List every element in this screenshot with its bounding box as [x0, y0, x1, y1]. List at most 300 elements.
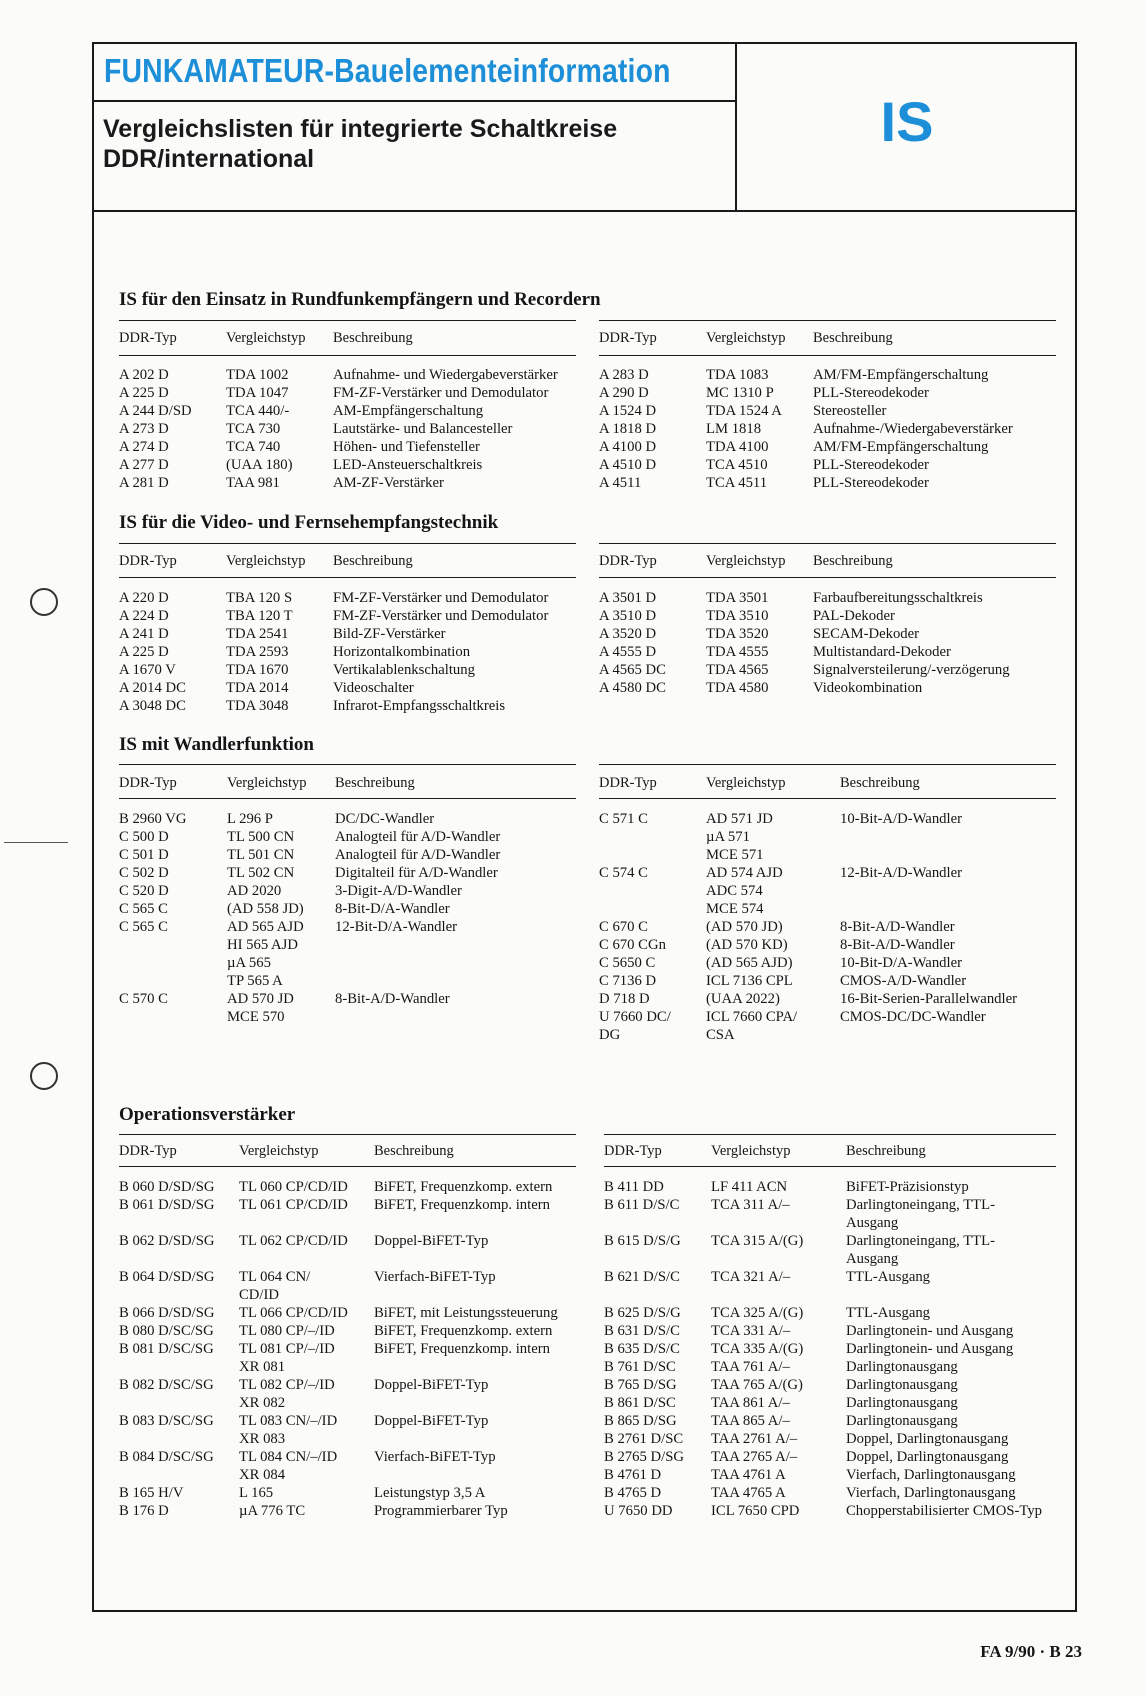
- description-cell: Videoschalter: [333, 680, 414, 696]
- table-row: [94, 420, 1079, 438]
- table-rule-top: [119, 764, 576, 765]
- column-header-ddr: DDR-Typ: [599, 775, 657, 791]
- page-footer: FA 9/90 · B 23: [980, 1642, 1082, 1661]
- description-cell: BiFET, mit Leistungssteuerung: [374, 1305, 558, 1321]
- table-row: [94, 1232, 1079, 1250]
- description-cell: Vierfach, Darlingtonausgang: [846, 1485, 1016, 1501]
- comparison-type-cell: TCA 440/-: [226, 403, 290, 419]
- comparison-type-cell: AD 565 AJD: [227, 919, 304, 935]
- comparison-type-cell: TL 060 CP/CD/ID: [239, 1179, 348, 1195]
- column-header-vgl: Vergleichstyp: [706, 775, 786, 791]
- description-cell: Darlingtonausgang: [846, 1395, 958, 1411]
- ddr-type-cell: A 225 D: [119, 644, 169, 660]
- description-cell: Doppel-BiFET-Typ: [374, 1233, 489, 1249]
- ddr-type-cell: B 064 D/SD/SG: [119, 1269, 215, 1285]
- comparison-type-cell: TDA 3501: [706, 590, 769, 606]
- comparison-type-cell: AD 571 JD: [706, 811, 773, 827]
- table-row: [94, 384, 1079, 402]
- column-header-desc: Beschreibung: [840, 775, 920, 791]
- description-cell: PAL-Dekoder: [813, 608, 895, 624]
- ddr-type-cell: B 060 D/SD/SG: [119, 1179, 215, 1195]
- ddr-type-cell: B 2960 VG: [119, 811, 187, 827]
- comparison-type-cell: TL 501 CN: [227, 847, 295, 863]
- column-header-vgl: Vergleichstyp: [227, 775, 307, 791]
- table-row: [94, 1340, 1079, 1358]
- comparison-type-cell: TBA 120 T: [226, 608, 293, 624]
- description-cell: SECAM-Dekoder: [813, 626, 920, 642]
- comparison-type-cell: (UAA 2022): [706, 991, 780, 1007]
- ddr-type-cell: B 611 D/S/C: [604, 1197, 680, 1213]
- column-header-ddr: DDR-Typ: [599, 553, 657, 569]
- description-cell: AM/FM-Empfängerschaltung: [813, 439, 989, 455]
- ddr-type-cell: A 3048 DC: [119, 698, 186, 714]
- description-cell: Darlingtonein- und Ausgang: [846, 1323, 1014, 1339]
- ddr-type-cell: B 761 D/SC: [604, 1359, 676, 1375]
- comparison-type-cell: TCA 331 A/–: [711, 1323, 791, 1339]
- table-rule-header: [119, 577, 576, 578]
- table-row: [94, 607, 1079, 625]
- comparison-type-cell: CD/ID: [239, 1287, 279, 1303]
- comparison-type-cell: (AD 570 KD): [706, 937, 788, 953]
- ddr-type-cell: A 4511: [599, 475, 642, 491]
- ddr-type-cell: A 290 D: [599, 385, 649, 401]
- section-title: IS für den Einsatz in Rundfunkempfängern und Recordern: [119, 289, 601, 310]
- comparison-type-cell: TCA 4511: [706, 475, 768, 491]
- comparison-type-cell: TL 082 CP/–/ID: [239, 1377, 335, 1393]
- table-row: [94, 1286, 1079, 1304]
- ddr-type-cell: C 565 C: [119, 919, 168, 935]
- table-row: [94, 1412, 1079, 1430]
- description-cell: FM-ZF-Verstärker und Demodulator: [333, 385, 549, 401]
- table-row: [94, 1008, 1079, 1026]
- table-row: [94, 1376, 1079, 1394]
- ddr-type-cell: A 2014 DC: [119, 680, 186, 696]
- comparison-type-cell: TCA 4510: [706, 457, 768, 473]
- comparison-type-cell: TL 064 CN/: [239, 1269, 311, 1285]
- description-cell: 12-Bit-D/A-Wandler: [335, 919, 457, 935]
- table-rule-top: [119, 543, 576, 544]
- comparison-type-cell: TL 500 CN: [227, 829, 295, 845]
- table-row: [94, 1322, 1079, 1340]
- comparison-type-cell: XR 084: [239, 1467, 286, 1483]
- comparison-type-cell: XR 083: [239, 1431, 286, 1447]
- ddr-type-cell: C 501 D: [119, 847, 169, 863]
- description-cell: BiFET, Frequenzkomp. intern: [374, 1341, 550, 1357]
- subtitle-line-2: DDR/international: [103, 145, 315, 173]
- ddr-type-cell: B 066 D/SD/SG: [119, 1305, 215, 1321]
- table-rule-top: [599, 764, 1056, 765]
- column-header-desc: Beschreibung: [813, 330, 893, 346]
- table-rule-top: [119, 1134, 576, 1135]
- table-body-right: [94, 589, 1079, 697]
- description-cell: Darlingtoneingang, TTL-: [846, 1197, 996, 1213]
- description-cell: Vierfach-BiFET-Typ: [374, 1269, 496, 1285]
- ddr-type-cell: A 4555 D: [599, 644, 657, 660]
- ddr-type-cell: A 244 D/SD: [119, 403, 192, 419]
- comparison-type-cell: L 296 P: [227, 811, 273, 827]
- table-body-right: [94, 810, 1079, 1044]
- description-cell: LED-Ansteuerschaltkreis: [333, 457, 483, 473]
- description-cell: Aufnahme-/Wiedergabeverstärker: [813, 421, 1013, 437]
- column-header-ddr: DDR-Typ: [119, 775, 177, 791]
- comparison-type-cell: TCA 321 A/–: [711, 1269, 791, 1285]
- table-row: [94, 643, 1079, 661]
- description-cell: Programmierbarer Typ: [374, 1503, 508, 1519]
- brand-title: FUNKAMATEUR-Bauelementeinformation: [104, 52, 671, 89]
- comparison-type-cell: (AD 565 AJD): [706, 955, 793, 971]
- description-cell: 8-Bit-A/D-Wandler: [840, 937, 955, 953]
- comparison-type-cell: TDA 4565: [706, 662, 769, 678]
- ddr-type-cell: A 4510 D: [599, 457, 657, 473]
- comparison-type-cell: TAA 981: [226, 475, 280, 491]
- comparison-type-cell: TDA 1083: [706, 367, 769, 383]
- ddr-type-cell: B 621 D/S/C: [604, 1269, 680, 1285]
- ddr-type-cell: A 202 D: [119, 367, 169, 383]
- comparison-type-cell: TDA 1670: [226, 662, 289, 678]
- table-row: [94, 828, 1079, 846]
- description-cell: Aufnahme- und Wiedergabeverstärker: [333, 367, 558, 383]
- ddr-type-cell: D 718 D: [599, 991, 650, 1007]
- comparison-type-cell: µA 571: [706, 829, 750, 845]
- ddr-type-cell: B 061 D/SD/SG: [119, 1197, 215, 1213]
- table-row: [94, 366, 1079, 384]
- description-cell: BiFET, Frequenzkomp. intern: [374, 1197, 550, 1213]
- ddr-type-cell: B 635 D/S/C: [604, 1341, 680, 1357]
- description-cell: Doppel, Darlingtonausgang: [846, 1431, 1009, 1447]
- comparison-type-cell: TL 061 CP/CD/ID: [239, 1197, 348, 1213]
- ddr-type-cell: A 281 D: [119, 475, 169, 491]
- comparison-type-cell: TAA 865 A/–: [711, 1413, 790, 1429]
- column-header-vgl: Vergleichstyp: [711, 1143, 791, 1159]
- ddr-type-cell: B 165 H/V: [119, 1485, 184, 1501]
- comparison-type-cell: TDA 4100: [706, 439, 769, 455]
- comparison-type-cell: TAA 861 A/–: [711, 1395, 790, 1411]
- description-cell: TTL-Ausgang: [846, 1305, 931, 1321]
- comparison-type-cell: TDA 3520: [706, 626, 769, 642]
- ddr-type-cell: A 3520 D: [599, 626, 657, 642]
- ddr-type-cell: C 574 C: [599, 865, 648, 881]
- comparison-type-cell: MCE 574: [706, 901, 764, 917]
- column-header-desc: Beschreibung: [374, 1143, 454, 1159]
- table-row: [94, 846, 1079, 864]
- table-rule-header: [604, 1166, 1056, 1167]
- comparison-type-cell: TCA 311 A/–: [711, 1197, 790, 1213]
- table-row: [94, 1430, 1079, 1448]
- ddr-type-cell: DG: [599, 1027, 621, 1043]
- comparison-type-cell: TAA 4765 A: [711, 1485, 786, 1501]
- column-header-desc: Beschreibung: [846, 1143, 926, 1159]
- comparison-type-cell: AD 570 JD: [227, 991, 294, 1007]
- comparison-type-cell: TAA 4761 A: [711, 1467, 786, 1483]
- description-cell: 3-Digit-A/D-Wandler: [335, 883, 462, 899]
- punch-hole-top: [30, 588, 58, 616]
- comparison-type-cell: TDA 3510: [706, 608, 769, 624]
- comparison-type-cell: TDA 2593: [226, 644, 289, 660]
- description-cell: FM-ZF-Verstärker und Demodulator: [333, 590, 549, 606]
- section-title: IS mit Wandlerfunktion: [119, 734, 314, 755]
- ddr-type-cell: B 865 D/SG: [604, 1413, 677, 1429]
- description-cell: Videokombination: [813, 680, 923, 696]
- comparison-type-cell: TBA 120 S: [226, 590, 293, 606]
- ddr-type-cell: A 283 D: [599, 367, 649, 383]
- table-row: [94, 474, 1079, 492]
- table-rule-top: [119, 320, 576, 321]
- comparison-type-cell: CSA: [706, 1027, 735, 1043]
- comparison-type-cell: L 165: [239, 1485, 274, 1501]
- ddr-type-cell: A 225 D: [119, 385, 169, 401]
- description-cell: PLL-Stereodekoder: [813, 475, 929, 491]
- column-header-vgl: Vergleichstyp: [226, 553, 306, 569]
- description-cell: Multistandard-Dekoder: [813, 644, 951, 660]
- table-rule-header: [119, 1166, 576, 1167]
- ddr-type-cell: C 570 C: [119, 991, 168, 1007]
- comparison-type-cell: TL 080 CP/–/ID: [239, 1323, 335, 1339]
- ddr-type-cell: A 1670 V: [119, 662, 176, 678]
- description-cell: BiFET, Frequenzkomp. extern: [374, 1323, 553, 1339]
- ddr-type-cell: B 4761 D: [604, 1467, 662, 1483]
- ddr-type-cell: C 571 C: [599, 811, 648, 827]
- description-cell: Darlingtoneingang, TTL-: [846, 1233, 996, 1249]
- table-row: [94, 1250, 1079, 1268]
- comparison-type-cell: LM 1818: [706, 421, 762, 437]
- table-row: [94, 1358, 1079, 1376]
- description-cell: PLL-Stereodekoder: [813, 385, 929, 401]
- table-row: [94, 936, 1079, 954]
- ddr-type-cell: A 1818 D: [599, 421, 657, 437]
- comparison-type-cell: TDA 4580: [706, 680, 769, 696]
- description-cell: Farbaufbereitungsschaltkreis: [813, 590, 983, 606]
- description-cell: Bild-ZF-Verstärker: [333, 626, 446, 642]
- description-cell: Vierfach, Darlingtonausgang: [846, 1467, 1016, 1483]
- comparison-type-cell: TL 084 CN/–/ID: [239, 1449, 338, 1465]
- column-header-vgl: Vergleichstyp: [239, 1143, 319, 1159]
- comparison-type-cell: TDA 1524 A: [706, 403, 782, 419]
- table-rule-header: [599, 798, 1056, 799]
- ddr-type-cell: A 4565 DC: [599, 662, 666, 678]
- table-row: [94, 918, 1079, 936]
- description-cell: 16-Bit-Serien-Parallelwandler: [840, 991, 1018, 1007]
- comparison-type-cell: (UAA 180): [226, 457, 293, 473]
- description-cell: BiFET-Präzisionstyp: [846, 1179, 969, 1195]
- comparison-type-cell: (AD 558 JD): [227, 901, 304, 917]
- table-row: [94, 900, 1079, 918]
- description-cell: Lautstärke- und Balancesteller: [333, 421, 513, 437]
- description-cell: Analogteil für A/D-Wandler: [335, 829, 501, 845]
- comparison-type-cell: LF 411 ACN: [711, 1179, 788, 1195]
- description-cell: Ausgang: [846, 1215, 899, 1231]
- comparison-type-cell: TL 062 CP/CD/ID: [239, 1233, 348, 1249]
- comparison-type-cell: TAA 2761 A/–: [711, 1431, 798, 1447]
- comparison-type-cell: XR 082: [239, 1395, 286, 1411]
- description-cell: CMOS-A/D-Wandler: [840, 973, 967, 989]
- table-row: [94, 1448, 1079, 1466]
- description-cell: AM/FM-Empfängerschaltung: [813, 367, 989, 383]
- description-cell: 10-Bit-A/D-Wandler: [840, 811, 962, 827]
- ddr-type-cell: B 411 DD: [604, 1179, 664, 1195]
- comparison-type-cell: µA 565: [227, 955, 271, 971]
- comparison-type-cell: TDA 3048: [226, 698, 289, 714]
- ddr-type-cell: A 1524 D: [599, 403, 657, 419]
- section-title: Operationsverstärker: [119, 1104, 296, 1125]
- ddr-type-cell: C 500 D: [119, 829, 169, 845]
- description-cell: 8-Bit-A/D-Wandler: [840, 919, 955, 935]
- ddr-type-cell: B 084 D/SC/SG: [119, 1449, 214, 1465]
- comparison-type-cell: TL 066 CP/CD/ID: [239, 1305, 348, 1321]
- brand-bar: [94, 44, 735, 102]
- table-body-right: [94, 366, 1079, 492]
- description-cell: 10-Bit-D/A-Wandler: [840, 955, 962, 971]
- table-row: [94, 1268, 1079, 1286]
- table-row: [94, 810, 1079, 828]
- comparison-type-cell: TAA 765 A/(G): [711, 1377, 803, 1393]
- column-header-desc: Beschreibung: [335, 775, 415, 791]
- table-row: [94, 456, 1079, 474]
- table-row: [94, 990, 1079, 1008]
- comparison-type-cell: TDA 1002: [226, 367, 289, 383]
- header-title-block: [94, 44, 737, 210]
- comparison-type-cell: TCA 730: [226, 421, 281, 437]
- ddr-type-cell: A 277 D: [119, 457, 169, 473]
- category-badge: IS: [880, 90, 934, 153]
- description-cell: 8-Bit-D/A-Wandler: [335, 901, 450, 917]
- ddr-type-cell: A 3510 D: [599, 608, 657, 624]
- description-cell: 8-Bit-A/D-Wandler: [335, 991, 450, 1007]
- ddr-type-cell: A 4100 D: [599, 439, 657, 455]
- comparison-type-cell: TL 083 CN/–/ID: [239, 1413, 338, 1429]
- table-row: [94, 589, 1079, 607]
- punch-hole-bottom: [30, 1062, 58, 1090]
- comparison-type-cell: MC 1310 P: [706, 385, 774, 401]
- description-cell: Doppel-BiFET-Typ: [374, 1377, 489, 1393]
- table-row: [94, 1214, 1079, 1232]
- ddr-type-cell: C 7136 D: [599, 973, 657, 989]
- description-cell: CMOS-DC/DC-Wandler: [840, 1009, 986, 1025]
- description-cell: Chopperstabilisierter CMOS-Typ: [846, 1503, 1043, 1519]
- column-header-ddr: DDR-Typ: [119, 1143, 177, 1159]
- comparison-type-cell: TCA 325 A/(G): [711, 1305, 804, 1321]
- comparison-type-cell: TP 565 A: [227, 973, 283, 989]
- comparison-type-cell: TAA 2765 A/–: [711, 1449, 798, 1465]
- description-cell: Stereosteller: [813, 403, 887, 419]
- comparison-type-cell: MCE 570: [227, 1009, 285, 1025]
- table-row: [94, 882, 1079, 900]
- table-row: [94, 1026, 1079, 1044]
- table-rule-header: [599, 355, 1056, 356]
- ddr-type-cell: U 7660 DC/: [599, 1009, 671, 1025]
- section-title: IS für die Video- und Fernsehempfangstechnik: [119, 512, 499, 533]
- table-row: [94, 402, 1079, 420]
- ddr-type-cell: A 241 D: [119, 626, 169, 642]
- ddr-type-cell: C 670 C: [599, 919, 648, 935]
- ddr-type-cell: B 631 D/S/C: [604, 1323, 680, 1339]
- comparison-type-cell: XR 081: [239, 1359, 286, 1375]
- ddr-type-cell: C 670 CGn: [599, 937, 666, 953]
- table-rule-top: [599, 543, 1056, 544]
- ddr-type-cell: B 625 D/S/G: [604, 1305, 681, 1321]
- description-cell: Signalversteilerung/-verzögerung: [813, 662, 1010, 678]
- table-row: [94, 954, 1079, 972]
- comparison-type-cell: ICL 7660 CPA/: [706, 1009, 798, 1025]
- ddr-type-cell: C 520 D: [119, 883, 169, 899]
- ddr-type-cell: C 5650 C: [599, 955, 656, 971]
- description-cell: PLL-Stereodekoder: [813, 457, 929, 473]
- comparison-type-cell: ADC 574: [706, 883, 763, 899]
- column-header-vgl: Vergleichstyp: [226, 330, 306, 346]
- comparison-type-cell: TDA 2541: [226, 626, 289, 642]
- ddr-type-cell: A 273 D: [119, 421, 169, 437]
- column-header-ddr: DDR-Typ: [119, 330, 177, 346]
- column-header-ddr: DDR-Typ: [604, 1143, 662, 1159]
- description-cell: Darlingtonausgang: [846, 1413, 958, 1429]
- description-cell: Darlingtonein- und Ausgang: [846, 1341, 1014, 1357]
- description-cell: Infrarot-Empfangsschaltkreis: [333, 698, 506, 714]
- ddr-type-cell: B 081 D/SC/SG: [119, 1341, 214, 1357]
- comparison-type-cell: TL 081 CP/–/ID: [239, 1341, 335, 1357]
- comparison-type-cell: (AD 570 JD): [706, 919, 783, 935]
- table-row: [94, 1484, 1079, 1502]
- subtitle-line-1: Vergleichslisten für integrierte Schaltkreise: [103, 115, 618, 143]
- ddr-type-cell: B 2761 D/SC: [604, 1431, 684, 1447]
- description-cell: Darlingtonausgang: [846, 1359, 958, 1375]
- comparison-type-cell: TAA 761 A/–: [711, 1359, 790, 1375]
- table-rule-header: [119, 798, 576, 799]
- ddr-type-cell: B 615 D/S/G: [604, 1233, 681, 1249]
- description-cell: FM-ZF-Verstärker und Demodulator: [333, 608, 549, 624]
- header: [94, 44, 1075, 212]
- description-cell: TTL-Ausgang: [846, 1269, 931, 1285]
- table-row: [94, 864, 1079, 882]
- column-header-ddr: DDR-Typ: [599, 330, 657, 346]
- comparison-type-cell: TDA 1047: [226, 385, 289, 401]
- column-header-desc: Beschreibung: [333, 553, 413, 569]
- table-rule-top: [604, 1134, 1056, 1135]
- description-cell: Analogteil für A/D-Wandler: [335, 847, 501, 863]
- table-row: [94, 1304, 1079, 1322]
- column-header-ddr: DDR-Typ: [119, 553, 177, 569]
- description-cell: Digitalteil für A/D-Wandler: [335, 865, 498, 881]
- comparison-type-cell: TCA 335 A/(G): [711, 1341, 804, 1357]
- comparison-type-cell: AD 2020: [227, 883, 282, 899]
- column-header-vgl: Vergleichstyp: [706, 553, 786, 569]
- datasheet-frame: [92, 42, 1077, 1612]
- comparison-type-cell: ICL 7650 CPD: [711, 1503, 800, 1519]
- table-row: [94, 661, 1079, 679]
- description-cell: Vertikalablenkschaltung: [333, 662, 475, 678]
- ddr-type-cell: A 4580 DC: [599, 680, 666, 696]
- table-row: [94, 625, 1079, 643]
- comparison-type-cell: µA 776 TC: [239, 1503, 306, 1519]
- comparison-type-cell: TDA 4555: [706, 644, 769, 660]
- description-cell: Leistungstyp 3,5 A: [374, 1485, 486, 1501]
- table-row: [94, 1196, 1079, 1214]
- column-header-desc: Beschreibung: [813, 553, 893, 569]
- description-cell: BiFET, Frequenzkomp. extern: [374, 1179, 553, 1195]
- ddr-type-cell: B 083 D/SC/SG: [119, 1413, 214, 1429]
- table-rule-header: [599, 577, 1056, 578]
- comparison-type-cell: TCA 740: [226, 439, 281, 455]
- ddr-type-cell: B 4765 D: [604, 1485, 662, 1501]
- description-cell: DC/DC-Wandler: [335, 811, 435, 827]
- ddr-type-cell: A 3501 D: [599, 590, 657, 606]
- comparison-type-cell: HI 565 AJD: [227, 937, 298, 953]
- ddr-type-cell: B 062 D/SD/SG: [119, 1233, 215, 1249]
- ddr-type-cell: B 765 D/SG: [604, 1377, 677, 1393]
- ddr-type-cell: B 176 D: [119, 1503, 169, 1519]
- ddr-type-cell: B 861 D/SC: [604, 1395, 676, 1411]
- ddr-type-cell: B 082 D/SC/SG: [119, 1377, 214, 1393]
- ddr-type-cell: C 502 D: [119, 865, 169, 881]
- description-cell: AM-ZF-Verstärker: [333, 475, 444, 491]
